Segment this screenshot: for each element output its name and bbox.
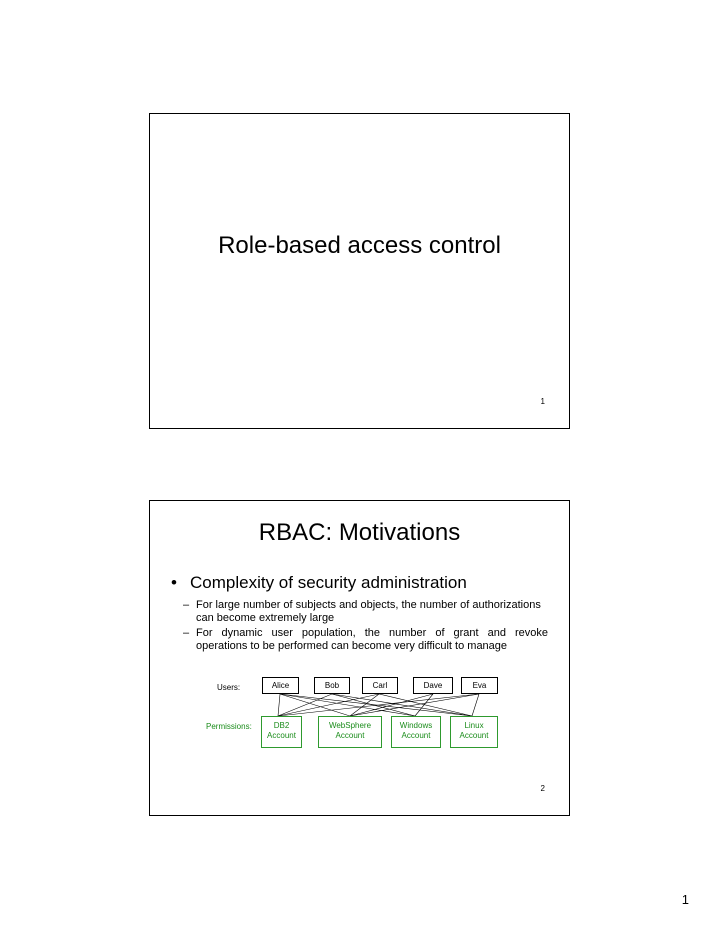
permission-db2-line2: Account bbox=[267, 731, 296, 740]
sub-bullet-1-text: For large number of subjects and objects, the number of authorizations can become extremely large bbox=[196, 599, 541, 624]
slide-2-title: RBAC: Motivations bbox=[258, 519, 461, 546]
permission-linux bbox=[450, 716, 498, 748]
permission-linux-line2: Account bbox=[459, 731, 489, 740]
user-permission-lines bbox=[150, 501, 571, 817]
permission-windows-line1: Windows bbox=[399, 721, 433, 730]
page-number: 1 bbox=[681, 892, 689, 907]
slide-1-title: Role-based access control bbox=[218, 232, 501, 259]
permissions-label: Permissions: bbox=[206, 722, 252, 731]
permission-windows bbox=[391, 716, 441, 748]
user-dave: Dave bbox=[413, 677, 453, 694]
user-bob: Bob bbox=[314, 677, 350, 694]
bullet-mark: • bbox=[171, 573, 177, 592]
slide-1-number: 1 bbox=[540, 397, 545, 406]
main-bullet-text: Complexity of security administration bbox=[190, 573, 467, 592]
link-line bbox=[280, 694, 415, 716]
link-line bbox=[278, 694, 379, 716]
link-line bbox=[280, 694, 350, 716]
permission-websphere bbox=[318, 716, 382, 748]
user-eva: Eva bbox=[461, 677, 498, 694]
slide-2-number: 2 bbox=[540, 784, 545, 793]
permission-linux-line1: Linux bbox=[464, 721, 484, 730]
slide-2 bbox=[149, 500, 570, 816]
permission-db2 bbox=[261, 716, 302, 748]
dash-mark: – bbox=[183, 599, 190, 611]
user-alice: Alice bbox=[262, 677, 299, 694]
permission-websphere-line1: WebSphere bbox=[328, 721, 372, 730]
slide-1 bbox=[149, 113, 570, 429]
user-carl: Carl bbox=[362, 677, 398, 694]
permission-websphere-line2: Account bbox=[335, 731, 365, 740]
link-line bbox=[278, 694, 280, 716]
users-label: Users: bbox=[217, 683, 241, 692]
link-line bbox=[415, 694, 433, 716]
link-line bbox=[350, 694, 479, 716]
sub-bullet-2-text: For dynamic user population, the number of grant and revoke operations to be performed can become very difficult to manage bbox=[196, 627, 548, 652]
permission-windows-line2: Account bbox=[401, 731, 431, 740]
permission-db2-line1: DB2 bbox=[273, 721, 290, 730]
link-line bbox=[472, 694, 479, 716]
link-line bbox=[278, 694, 332, 716]
dash-mark: – bbox=[183, 627, 190, 639]
